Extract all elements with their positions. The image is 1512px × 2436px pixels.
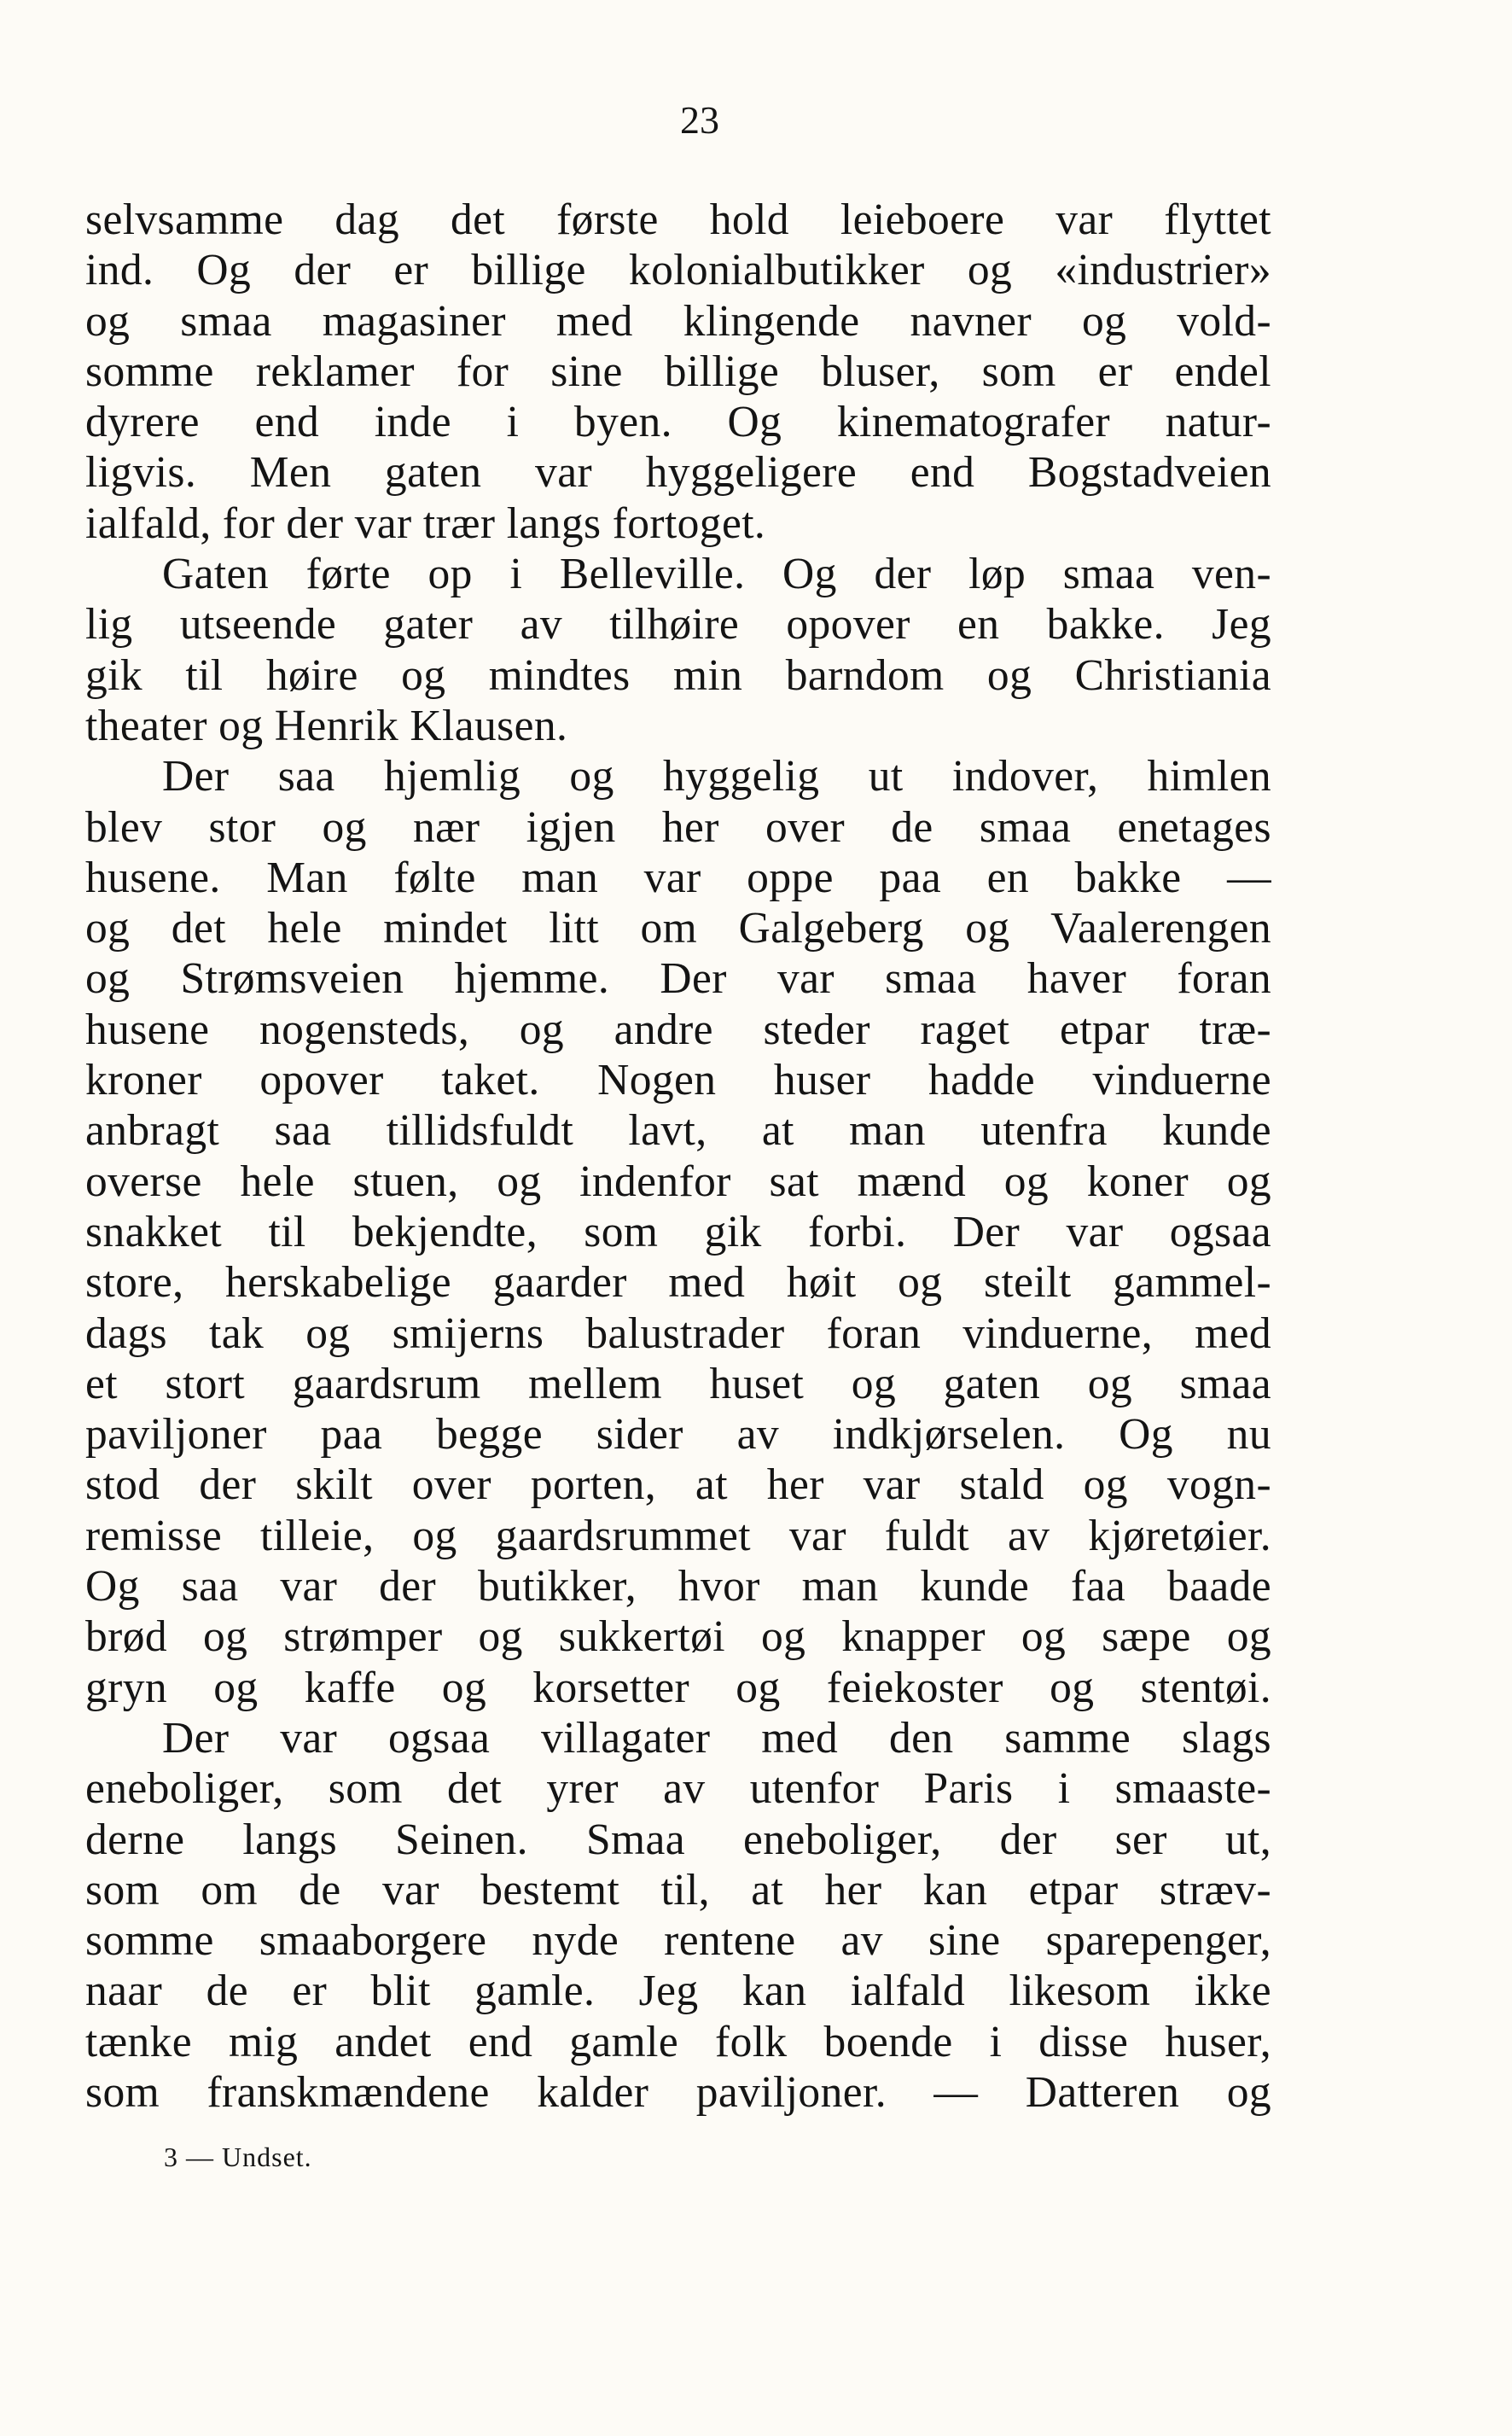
text-line: Der var ogsaa villagater med den samme slags xyxy=(162,1713,1271,1763)
printer-signature: 3 — Undset. xyxy=(164,2142,312,2172)
text-line: derne langs Seinen. Smaa eneboliger, der ser ut, xyxy=(85,1815,1271,1864)
text-line: naar de er blit gamle. Jeg kan ialfald likesom ikke xyxy=(85,1967,1271,2016)
text-line: ialfald, for der var trær langs fortoget. xyxy=(85,498,766,548)
text-line: store, herskabelige gaarder med høit og steilt gammel- xyxy=(85,1258,1271,1308)
text-line: husene. Man følte man var oppe paa en bakke — xyxy=(85,853,1271,902)
text-line: stod der skilt over porten, at her var stald og vogn- xyxy=(85,1460,1271,1510)
text-line: som om de var bestemt til, at her kan etpar stræv- xyxy=(85,1865,1271,1914)
body-text xyxy=(85,195,1271,2118)
text-line: gryn og kaffe og korsetter og feiekoster og stentøi. xyxy=(85,1663,1271,1712)
text-line: gik til høire og mindtes min barndom og Christiania xyxy=(85,650,1271,700)
text-line: dags tak og smijerns balustrader foran vinduerne, med xyxy=(85,1308,1271,1358)
text-line: ind. Og der er billige kolonialbutikker og «industrier» xyxy=(85,246,1271,295)
text-line: Og saa var der butikker, hvor man kunde faa baade xyxy=(85,1562,1271,1611)
text-line: brød og strømper og sukkertøi og knapper og sæpe og xyxy=(85,1612,1271,1662)
text-line: ligvis. Men gaten var hyggeligere end Bogstadveien xyxy=(85,448,1271,498)
text-line: tænke mig andet end gamle folk boende i disse huser, xyxy=(85,2017,1271,2066)
text-line: dyrere end inde i byen. Og kinematografer natur- xyxy=(85,398,1271,447)
text-line: selvsamme dag det første hold leieboere var flyttet xyxy=(85,195,1271,244)
text-line: eneboliger, som det yrer av utenfor Paris i smaaste- xyxy=(85,1764,1271,1814)
text-line: overse hele stuen, og indenfor sat mænd og koner og xyxy=(85,1157,1271,1206)
text-line: og smaa magasiner med klingende navner og vold- xyxy=(85,296,1271,346)
text-line: som franskmændene kalder paviljoner. — Datteren og xyxy=(85,2067,1271,2117)
text-line: husene nogensteds, og andre steder raget etpar træ- xyxy=(85,1005,1271,1054)
text-line: remisse tilleie, og gaardsrummet var fuldt av kjøretøier. xyxy=(85,1511,1271,1560)
text-line: snakket til bekjendte, som gik forbi. Der var ogsaa xyxy=(85,1207,1271,1256)
text-line: og Strømsveien hjemme. Der var smaa haver foran xyxy=(85,954,1271,1004)
page-number: 23 xyxy=(680,98,719,142)
text-line: theater og Henrik Klausen. xyxy=(85,701,568,750)
text-line: Gaten førte op i Belleville. Og der løp smaa ven- xyxy=(162,550,1271,599)
text-line: somme smaaborgere nyde rentene av sine sparepenger, xyxy=(85,1916,1271,1966)
text-line: somme reklamer for sine billige bluser, som er endel xyxy=(85,347,1271,396)
text-line: Der saa hjemlig og hyggelig ut indover, himlen xyxy=(162,752,1271,801)
text-line: anbragt saa tillidsfuldt lavt, at man utenfra kunde xyxy=(85,1106,1271,1156)
text-line: og det hele mindet litt om Galgeberg og Vaalerengen xyxy=(85,904,1271,953)
text-line: kroner opover taket. Nogen huser hadde vinduerne xyxy=(85,1056,1271,1105)
text-line: paviljoner paa begge sider av indkjørselen. Og nu xyxy=(85,1410,1271,1460)
text-line: et stort gaardsrum mellem huset og gaten og smaa xyxy=(85,1359,1271,1408)
text-line: lig utseende gater av tilhøire opover en bakke. Jeg xyxy=(85,600,1271,650)
text-line: blev stor og nær igjen her over de smaa enetages xyxy=(85,802,1271,852)
